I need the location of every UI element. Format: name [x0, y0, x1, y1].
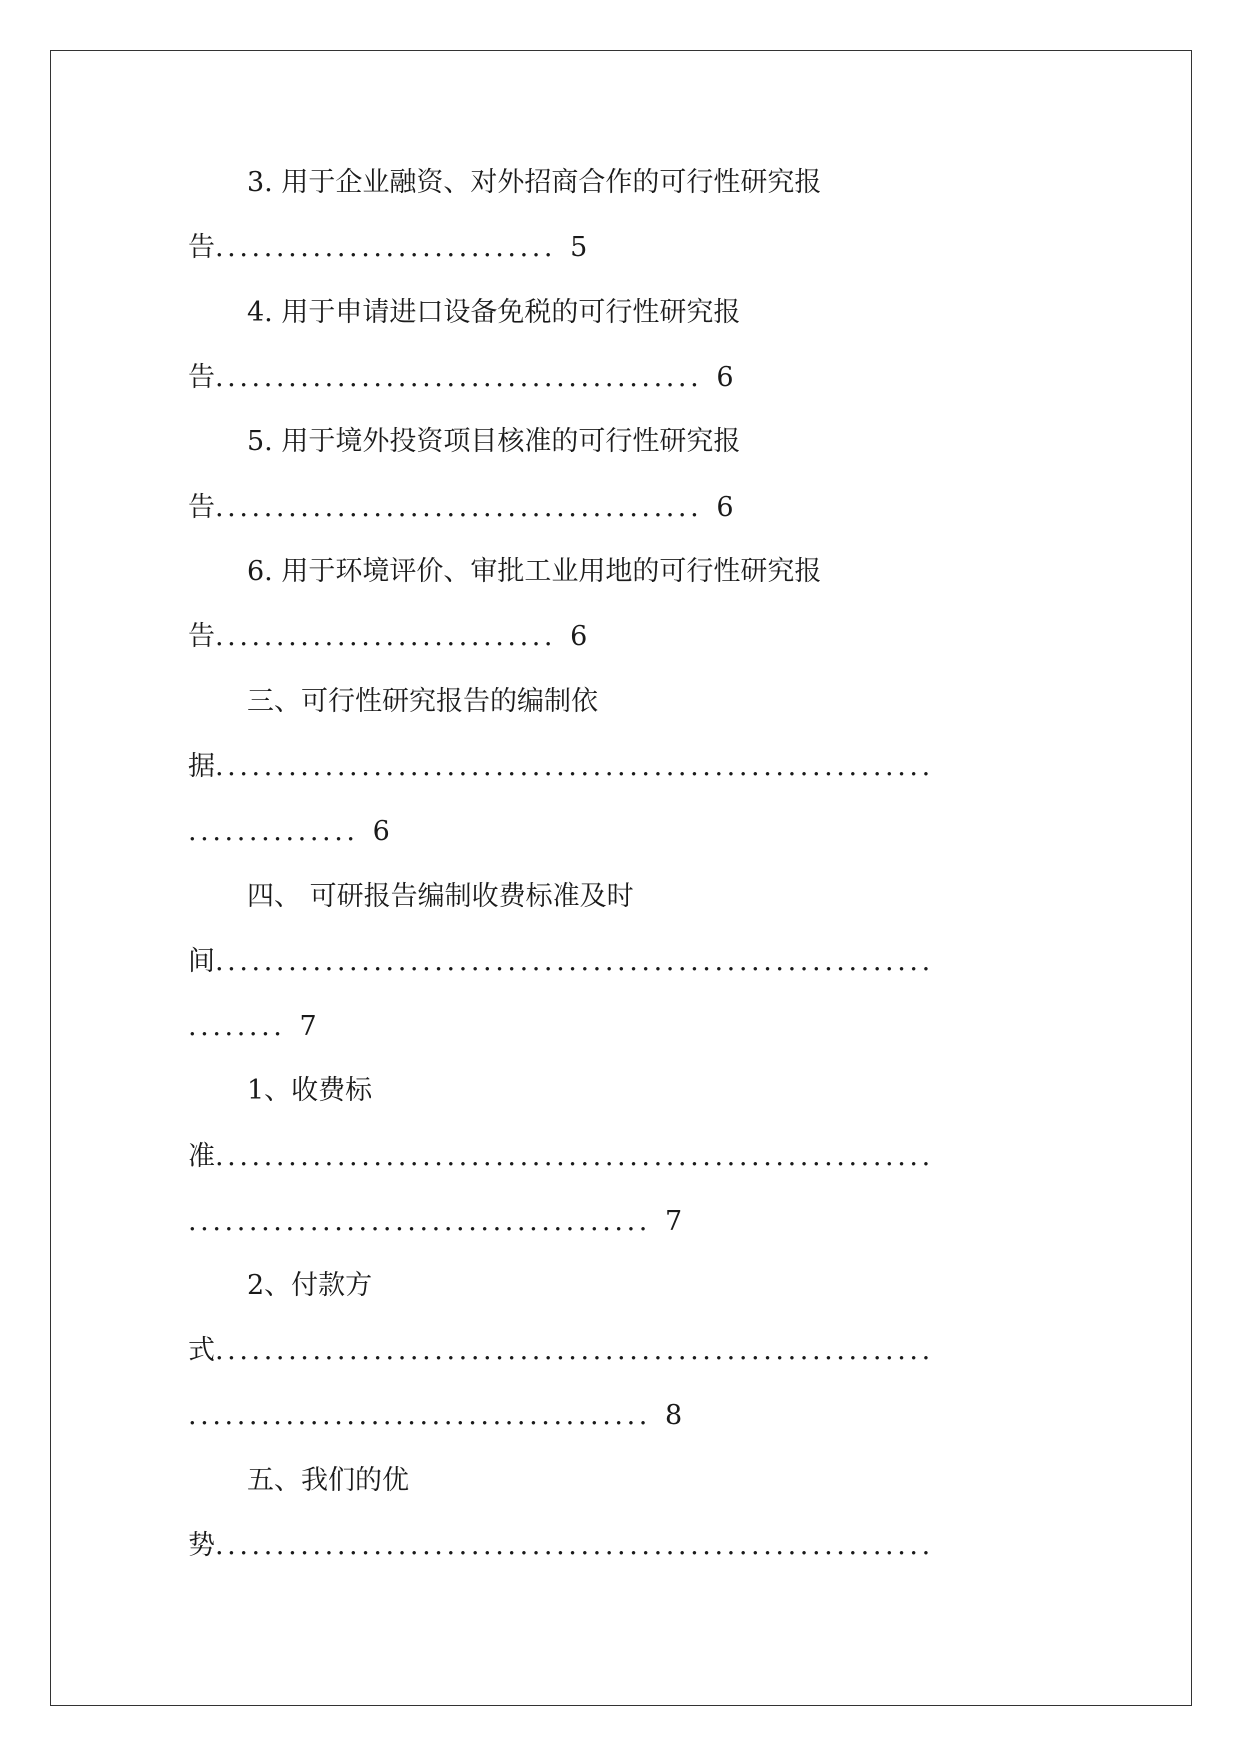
- toc-entry-continuation[interactable]: 势...........................................................: [188, 1530, 934, 1561]
- toc-entry-title[interactable]: 五、我们的优: [247, 1465, 409, 1496]
- page-number: 6: [716, 492, 734, 523]
- leader-dots: ........: [188, 1011, 286, 1042]
- toc-entry-title[interactable]: 1、收费标: [247, 1075, 373, 1106]
- page-number: 5: [570, 232, 588, 263]
- page-number: 7: [664, 1206, 683, 1237]
- toc-entry-title[interactable]: 2、付款方: [247, 1270, 373, 1301]
- toc-entry-continuation[interactable]: 告........................................ 6: [188, 492, 734, 523]
- toc-entry-continuation[interactable]: 据...........................................................: [188, 751, 934, 782]
- toc-entry-title[interactable]: 3. 用于企业融资、对外招商合作的可行性研究报: [247, 167, 822, 198]
- leader-dots: ........................................: [215, 362, 703, 393]
- page-number: 6: [570, 621, 588, 652]
- page-number: 8: [664, 1400, 683, 1431]
- page-number: 6: [716, 362, 734, 393]
- toc-entry-continuation[interactable]: [188, 812, 390, 852]
- toc-entry-continuation[interactable]: 告............................ 6: [188, 621, 588, 652]
- toc-entry-continuation[interactable]: 式...........................................................: [188, 1335, 934, 1366]
- toc-entry-title[interactable]: 四、 可研报告编制收费标准及时: [247, 881, 634, 912]
- toc-entry-title[interactable]: 5. 用于境外投资项目核准的可行性研究报: [247, 426, 741, 457]
- leader-dots: ......................................: [188, 1206, 651, 1237]
- leader-dots: ...........................................................: [215, 946, 934, 977]
- toc-entry-continuation[interactable]: [188, 1396, 682, 1436]
- toc-entry-continuation[interactable]: 告............................ 5: [188, 232, 588, 263]
- toc-entry-continuation[interactable]: 准...........................................................: [188, 1141, 934, 1172]
- leader-dots: ...........................................................: [215, 751, 934, 782]
- page-number: 7: [299, 1011, 317, 1042]
- page-number: 6: [372, 816, 390, 847]
- leader-dots: ............................: [215, 232, 557, 263]
- leader-dots: ...........................................................: [215, 1141, 934, 1172]
- toc-entry-title[interactable]: 6. 用于环境评价、审批工业用地的可行性研究报: [247, 556, 822, 587]
- toc-entry-title[interactable]: 三、可行性研究报告的编制依: [247, 686, 598, 717]
- leader-dots: ......................................: [188, 1400, 651, 1431]
- toc-entry-continuation[interactable]: 告........................................ 6: [188, 362, 734, 393]
- leader-dots: ...........................................................: [215, 1335, 934, 1366]
- leader-dots: ............................: [215, 621, 557, 652]
- toc-entry-continuation[interactable]: 间...........................................................: [188, 946, 934, 977]
- toc-entry-continuation[interactable]: [188, 1202, 682, 1242]
- leader-dots: ........................................: [215, 492, 703, 523]
- toc-entry-title[interactable]: 4. 用于申请进口设备免税的可行性研究报: [247, 297, 741, 328]
- leader-dots: ..............: [188, 816, 359, 847]
- toc-entry-continuation[interactable]: [188, 1007, 317, 1047]
- leader-dots: ...........................................................: [215, 1530, 934, 1561]
